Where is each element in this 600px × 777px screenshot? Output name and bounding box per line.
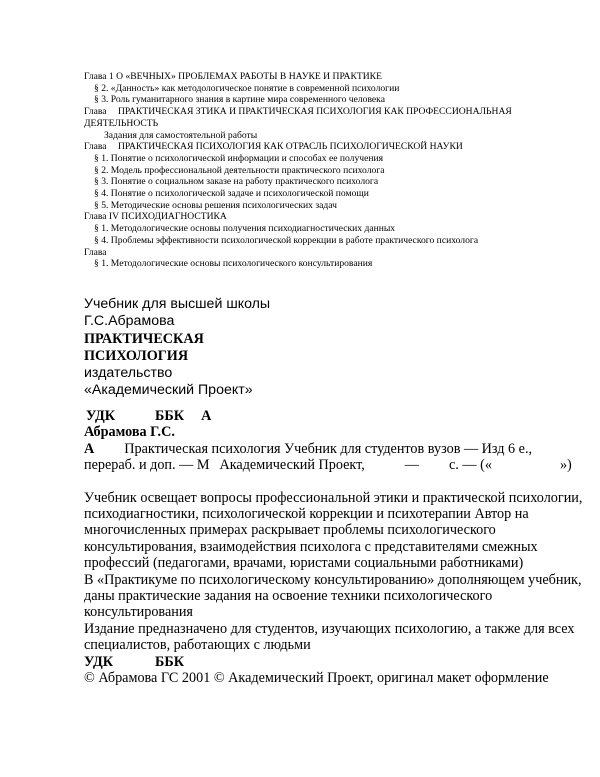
- toc-chapter-1: Глава 1 О «ВЕЧНЫХ» ПРОБЛЕМАХ РАБОТЫ В НАУКЕ И ПРАКТИКЕ: [84, 71, 382, 82]
- description-part: »): [559, 457, 572, 474]
- udk-label: УДК: [86, 408, 116, 424]
- classification-header: [84, 408, 584, 424]
- description-line-2: [84, 457, 584, 473]
- toc-section: § 4. Проблемы эффективности психологической коррекции в работе практического психолога: [94, 234, 479, 246]
- description-part: Академический Проект,: [219, 457, 365, 474]
- publisher-name: «Академический Проект»: [84, 382, 253, 399]
- author-name: Г.С.Абрамова: [84, 313, 175, 330]
- table-of-contents: [84, 71, 584, 270]
- toc-section: § 3. Роль гуманитарного знания в картине мира современного человека: [94, 94, 385, 106]
- description-line-1: [84, 441, 584, 457]
- toc-chapter-title: ПРАКТИЧЕСКАЯ ЗТИКА И ПРАКТИЧЕСКАЯ ПСИХОЛОГИЯ КАК ПРОФЕССИОНАЛЬНАЯ ДЕЯТЕЛЬНОСТЬ: [84, 106, 512, 129]
- toc-section: § 2. «Данность» как методологическое понятие в современной психологии: [94, 82, 400, 94]
- toc-tasks: Задания для самостоятельной работы: [104, 129, 258, 141]
- footer-bbk-label: ББК: [155, 653, 185, 670]
- author-letter: А: [84, 440, 95, 457]
- footer-udk-label: УДК: [84, 653, 114, 670]
- toc-section: § 4. Понятие о психологической задаче и психологической помощи: [94, 188, 369, 200]
- toc-chapter-5: Глава: [84, 246, 107, 258]
- toc-chapter-2: [84, 106, 584, 129]
- toc-section: § 1. Методологические основы получения психодиагностических данных: [94, 223, 396, 235]
- toc-section: § 1. Методологические основы психологического консультирования: [94, 258, 373, 270]
- series-label: Учебник для высшей школы: [84, 296, 271, 312]
- toc-chapter-prefix: Глава: [84, 106, 107, 118]
- description-part: —: [404, 457, 419, 474]
- footer-classification: [84, 654, 584, 670]
- description-part: с. — («: [448, 457, 492, 474]
- copyright-line: © Абрамова ГС 2001 © Академический Проект, оригинал макет оформление: [84, 670, 549, 687]
- toc-chapter-3: [84, 141, 584, 153]
- description-text: Практическая психология Учебник для студентов вузов — Изд 6 е.,: [124, 440, 533, 457]
- book-title-line-1: ПРАКТИЧЕСКАЯ: [84, 330, 204, 347]
- book-title-line-2: ПСИХОЛОГИЯ: [84, 347, 189, 364]
- toc-chapter-prefix: Глава: [84, 141, 107, 153]
- toc-section: § 2. Модель профессиональной деятельности практического психолога: [94, 164, 385, 176]
- bibliographic-section: [84, 408, 584, 687]
- toc-section: § 3. Понятие о социальном заказе на работу практического психолога: [94, 176, 379, 188]
- toc-chapter-title: ПРАКТИЧЕСКАЯ ПСИХОЛОГИЯ КАК ОТРАСЛЬ ПСИХОЛОГИЧЕСКОЙ НАУКИ: [118, 141, 463, 153]
- toc-chapter-4: Глава IV ПСИХОДИАГНОСТИКА: [84, 211, 227, 223]
- annotation-paragraph-3: Издание предназначено для студентов, изучающих психологию, а также для всех специалистов, работающих с людьми: [84, 620, 575, 654]
- annotation-paragraph-1: Учебник освещает вопросы профессиональной этики и практической психологии, психодиагностики, психологической коррекции и психотерапии Автор на многочисленных примерах раскрывает проблемы психологического консультирования, взаимодействия психолога с представителями смежных профессий (педагогами, врачами, юристами социальными работниками): [84, 489, 583, 572]
- author-heading: Абрамова Г.С.: [84, 424, 175, 441]
- description-part: перераб. и доп. — М: [84, 457, 210, 474]
- publisher-label: издательство: [84, 365, 173, 382]
- toc-section: § 5. Методические основы решения психологических задач: [94, 199, 337, 211]
- bbk-label: ББК: [155, 408, 185, 424]
- a-index: А: [201, 408, 212, 424]
- annotation-paragraph-2: В «Практикуме по психологическому консультированию» дополняющем учебник, даны практические задания на освоение техники психологического консультирования: [84, 571, 582, 621]
- toc-section: § 1. Понятие о психологической информации и способах ее получения: [94, 152, 384, 164]
- title-block: [84, 296, 270, 400]
